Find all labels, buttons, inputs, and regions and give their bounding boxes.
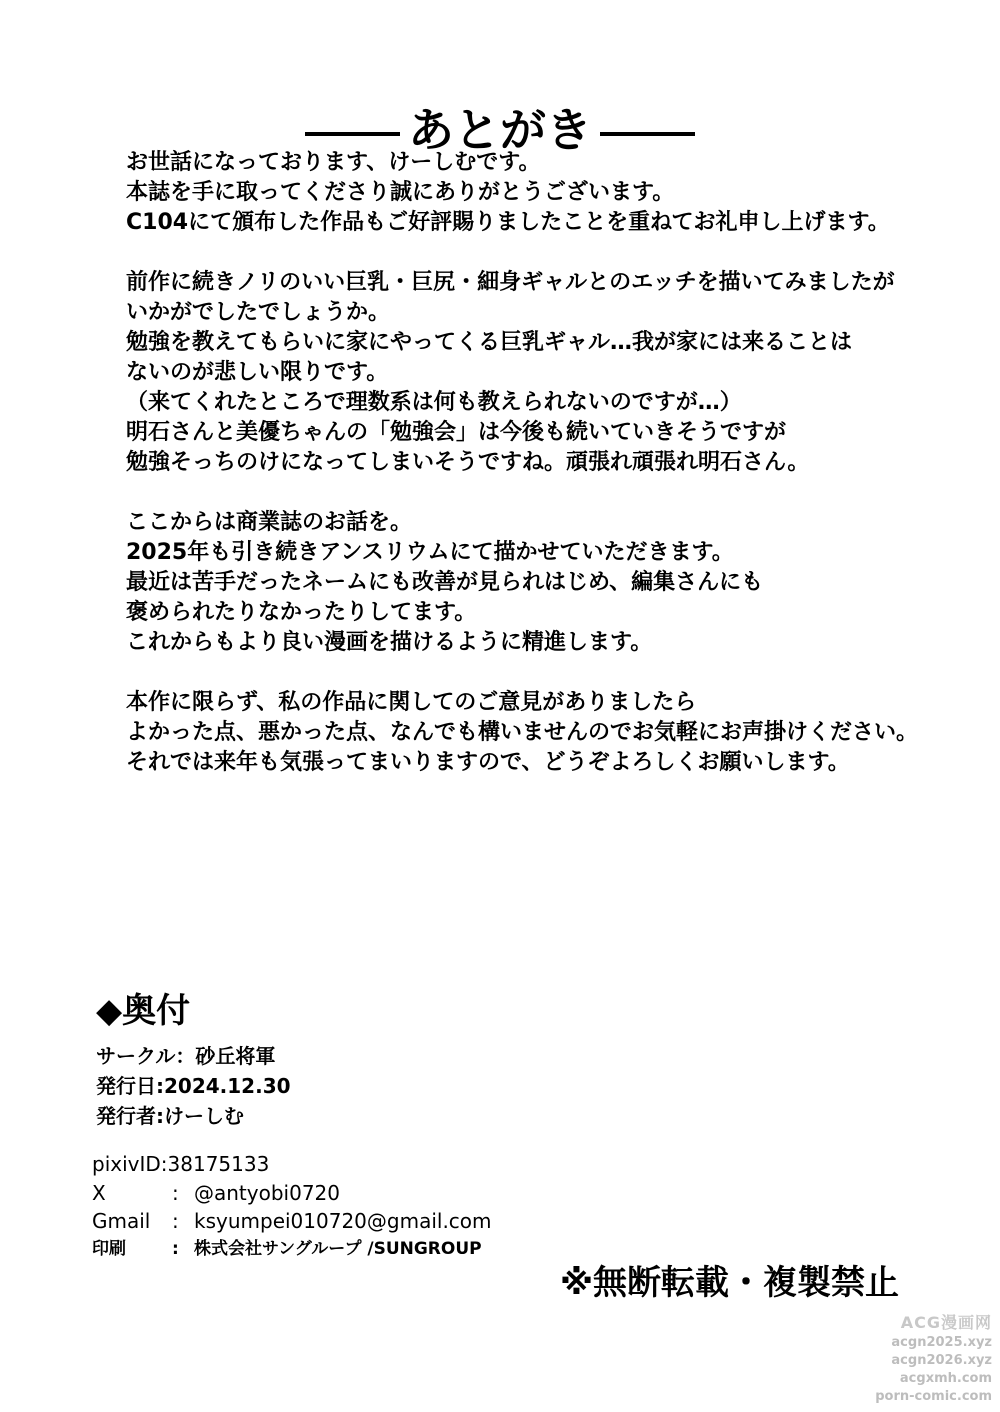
paragraph — [126, 268, 926, 478]
contact-label: X — [92, 1181, 106, 1205]
watermark-line: porn-comic.com — [875, 1389, 992, 1404]
contact-separator: : — [172, 1239, 179, 1259]
text-line: 2025年も引き続きアンスリウムにて描かせていただきます。 — [126, 540, 734, 565]
text-line: ないのが悲しい限りです。 — [126, 360, 389, 385]
text-line: 前作に続きノリのいい巨乳・巨尻・細身ギャルとのエッチを描いてみましたが — [126, 270, 895, 295]
contact-label: 印刷 — [92, 1239, 126, 1259]
watermark-line: acgxmh.com — [899, 1371, 992, 1386]
contact-pixiv — [92, 1150, 269, 1178]
reproduction-notice: ※無断転載・複製禁止 — [560, 1263, 900, 1303]
contact-separator: : — [160, 1152, 168, 1176]
paragraph — [126, 508, 926, 658]
text-line: 明石さんと美優ちゃんの「勉強会」は今後も続いていきそうですが — [126, 420, 787, 445]
contact-value: 株式会社サングループ /SUNGROUP — [194, 1239, 482, 1259]
text-line: よかった点、悪かった点、なんでも構いませんのでお気軽にお声掛けください。 — [126, 720, 919, 745]
title-dash-left — [305, 132, 400, 136]
text-line: いかがでしたでしょうか。 — [126, 300, 391, 325]
watermark-line: acgn2025.xyz — [891, 1335, 992, 1350]
text-line: それでは来年も気張ってまいりますので、どうぞよろしくお願いします。 — [126, 750, 850, 775]
contact-separator: : — [172, 1181, 179, 1205]
contact-label: pixivID — [92, 1152, 161, 1176]
colophon-date: 発行日:2024.12.30 — [96, 1074, 291, 1098]
contact-value: @antyobi0720 — [194, 1181, 340, 1205]
afterword-body — [126, 148, 926, 808]
text-line: 勉強そっちのけになってしまいそうですね。頑張れ頑張れ明石さん。 — [126, 450, 810, 475]
paragraph — [126, 148, 926, 238]
text-line: お世話になっております、けーしむです。 — [126, 150, 541, 175]
text-line: これからもより良い漫画を描けるように精進します。 — [126, 630, 653, 655]
watermark-logo: ACG漫画网 — [900, 1313, 992, 1332]
afterword-title-text: あとがき — [408, 103, 592, 157]
text-line: 最近は苦手だったネームにも改善が見られはじめ、編集さんにも — [126, 570, 764, 595]
contact-printer — [92, 1235, 482, 1263]
contact-value: ksyumpei010720@gmail.com — [194, 1209, 492, 1233]
text-line: C104にて頒布した作品もご好評賜りましたことを重ねてお礼申し上げます。 — [126, 210, 890, 235]
colophon-circle: サークル：砂丘将軍 — [96, 1044, 276, 1068]
text-line: （来てくれたところで理数系は何も教えられないのですが…） — [126, 390, 742, 415]
text-line: 勉強を教えてもらいに家にやってくる巨乳ギャル…我が家には来ることは — [126, 330, 853, 355]
text-line: 本作に限らず、私の作品に関してのご意見がありましたら — [126, 690, 697, 715]
contact-gmail — [92, 1207, 492, 1235]
watermark-line: acgn2026.xyz — [891, 1353, 992, 1368]
text-line: 本誌を手に取ってくださり誠にありがとうございます。 — [126, 180, 675, 205]
text-line: ここからは商業誌のお話を。 — [126, 510, 413, 535]
colophon-publisher: 発行者:けーしむ — [96, 1104, 244, 1128]
contact-label: Gmail — [92, 1209, 151, 1233]
title-dash-right — [600, 132, 695, 136]
contact-value: 38175133 — [167, 1152, 270, 1176]
text-line: 褒められたりなかったりしてます。 — [126, 600, 477, 625]
colophon-heading: ◆奥付 — [96, 991, 191, 1031]
paragraph — [126, 688, 926, 778]
contact-x — [92, 1179, 340, 1207]
watermark — [868, 1312, 992, 1406]
contact-separator: : — [172, 1209, 179, 1233]
